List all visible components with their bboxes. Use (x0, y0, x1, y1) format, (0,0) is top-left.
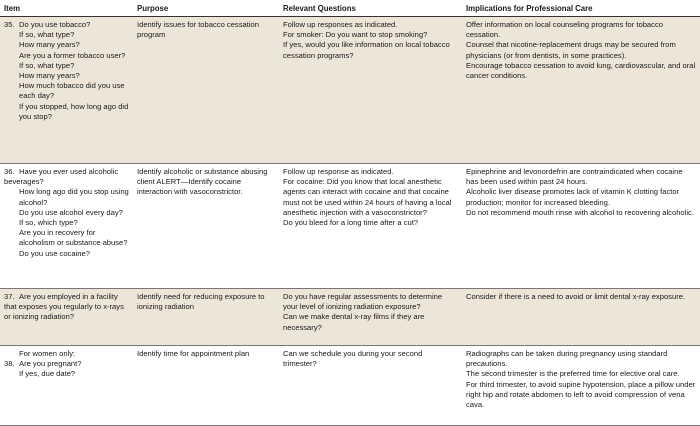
implications-cell: Offer information on local counseling programs for tobacco cessation. Counsel that nicotine-replacement drugs may be secured from physicians (or from dentists, in some practices). Encourage tobacco cessation to avoid lung, cardiovascular, and oral cancer conditions. (462, 17, 700, 164)
header-questions: Relevant Questions (279, 0, 462, 17)
questions-cell: Do you have regular assessments to determine your level of ionizing radiation exposure? Can we make dental x-ray films if they are necessary? (279, 289, 462, 346)
header-item: Item (0, 0, 133, 17)
implications-cell: Consider if there is a need to avoid or limit dental x-ray exposure. (462, 289, 700, 346)
purpose-cell: Identify alcoholic or substance abusing client ALERT—Identify cocaine interaction with vasoconstrictor. (133, 164, 279, 289)
questions-cell: Follow up response as indicated. For cocaine: Did you know that local anesthetic agents can interact with cocaine and that cocaine must not be used within 24 hours of having a local anesthetic injection with a vasoconstrictor? Do you bleed for a long time after a cut? (279, 164, 462, 289)
purpose-cell: Identify issues for tobacco cessation program (133, 17, 279, 164)
item-cell: For women only: 38. Are you pregnant? If yes, due date? (0, 346, 133, 426)
item-cell: 37. Are you employed in a facility that exposes you regularly to x-rays or ionizing radiation? (0, 289, 133, 346)
implications-cell: Epinephrine and levonordefrin are contraindicated when cocaine has been used within past 24 hours. Alcoholic liver disease promotes lack of vitamin K clotting factor production; monitor for increased bleeding. Do not recommend mouth rinse with alcohol to recovering alcoholic. (462, 164, 700, 289)
questions-cell: Can we schedule you during your second trimester? (279, 346, 462, 426)
item-cell: 36. Have you ever used alcoholic beverages? How long ago did you stop using alcohol? Do you use alcohol every day? If so, which type? Are you in recovery for alcoholism or substance abuse? Do you use cocaine? (0, 164, 133, 289)
header-purpose: Purpose (133, 0, 279, 17)
purpose-cell: Identify need for reducing exposure to ionizing radiation (133, 289, 279, 346)
table-row (0, 17, 700, 164)
purpose-cell: Identify time for appointment plan (133, 346, 279, 426)
header-implications: Implications for Professional Care (462, 0, 700, 17)
header-row (0, 0, 700, 17)
table-row (0, 164, 700, 289)
item-cell: 35. Do you use tobacco? If so, what type? How many years? Are you a former tobacco user? If so, what type? How many years? How much tobacco did you use each day? If you stopped, how long ago did you stop? (0, 17, 133, 164)
table-row (0, 346, 700, 426)
table-row (0, 289, 700, 346)
implications-cell: Radiographs can be taken during pregnancy using standard precautions. The second trimester is the preferred time for elective oral care. For third trimester, to avoid supine hypotension, place a pillow under right hip and rotate abdomen to left to avoid compression of vena cava. (462, 346, 700, 426)
questions-cell: Follow up responses as indicated. For smoker: Do you want to stop smoking? If yes, would you like information on local tobacco cessation programs? (279, 17, 462, 164)
